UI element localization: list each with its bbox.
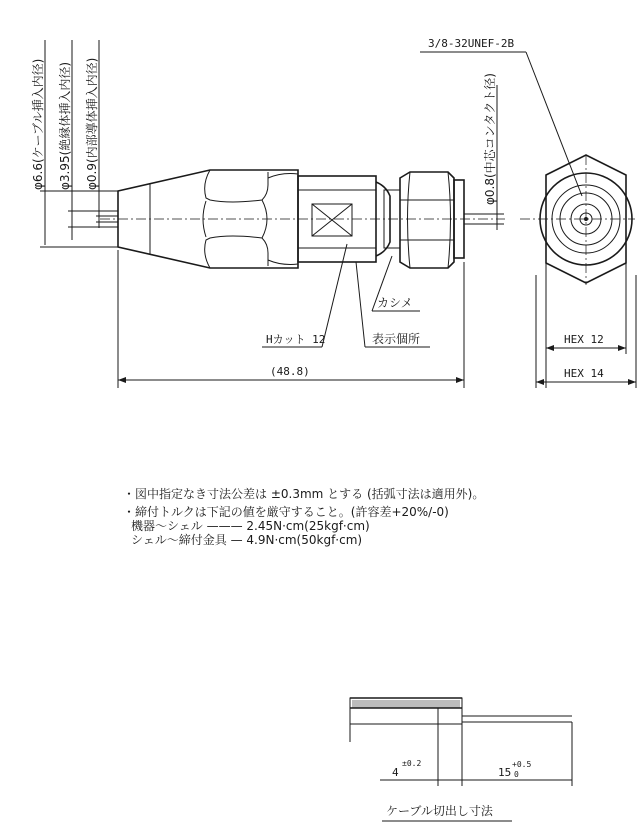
connector-side-view	[100, 170, 505, 268]
strip-dim-a: 4	[392, 766, 399, 779]
note-torque-2: シェル～締付金具 — 4.9N·cm(50kgf·cm)	[131, 533, 363, 547]
dim-thread-spec: 3/8-32UNEF-2B	[428, 37, 515, 50]
dim-center-contact-dia: φ0.8(中芯コンタクト径)	[483, 73, 497, 205]
note-torque-1: 機器～シェル ——— 2.45N·cm(25kgf·cm)	[131, 519, 370, 533]
strip-dim-b-tol-lower: 0	[514, 770, 519, 779]
notes-block	[123, 487, 623, 547]
connector-front-view	[520, 155, 635, 285]
callout-crimp: カシメ	[377, 296, 413, 310]
strip-dim-a-tol: ±0.2	[402, 759, 422, 768]
cable-strip-detail	[350, 698, 572, 821]
dim-inner-conductor-dia: φ0.9(内部導体挿入内径)	[85, 57, 99, 190]
dims-bottom	[118, 244, 636, 388]
strip-dim-b: 15	[498, 766, 512, 779]
dim-overall-length: (48.8)	[270, 365, 310, 378]
dim-cable-insert-dia: φ6.6(ケーブル挿入内径)	[31, 58, 45, 190]
strip-dim-b-tol-upper: +0.5	[512, 760, 532, 769]
dim-hex-12: HEX 12	[564, 333, 604, 346]
callout-marking-location: 表示個所	[372, 332, 421, 346]
note-torque-title: ・締付トルクは下記の値を厳守すること。(許容差+20%/-0)	[123, 505, 449, 519]
cable-strip-title: ケーブル切出し寸法	[386, 804, 493, 818]
dim-h-cut: Hカット 12	[266, 333, 326, 346]
note-tolerance: ・図中指定なき寸法公差は ±0.3mm とする (括弧寸法は適用外)。	[123, 487, 485, 501]
dim-hex-14: HEX 14	[564, 367, 604, 380]
dim-insulator-insert-dia: φ3.95(絶縁体挿入内径)	[58, 62, 72, 190]
